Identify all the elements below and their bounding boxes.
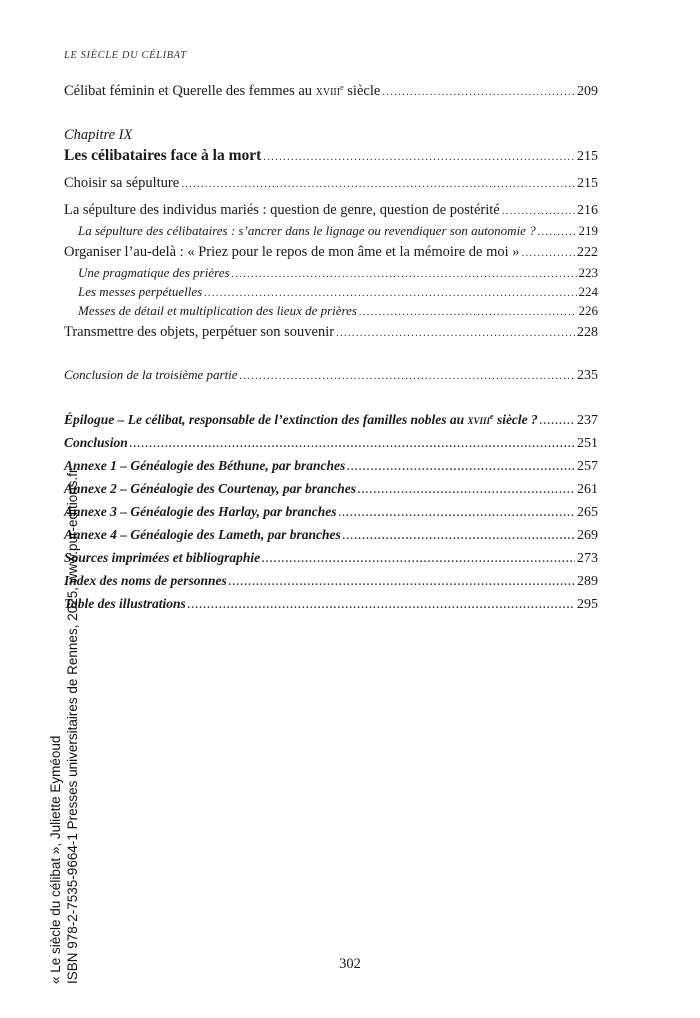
leader-dots (188, 594, 575, 616)
leader-dots (181, 173, 575, 195)
toc-entry-title: Conclusion de la troisième partie (64, 367, 238, 382)
table-of-contents (64, 80, 598, 616)
toc-entry-title: Annexe 4 – Généalogie des Lameth, par branches (64, 527, 341, 542)
toc-page-number: 289 (577, 574, 598, 589)
toc-page-number: 269 (577, 528, 598, 543)
leader-dots (336, 322, 575, 344)
toc-entry-title: Épilogue – Le célibat, responsable de l’extinction des familles nobles au xviii$^e$ siècle ? (64, 412, 538, 427)
toc-entry-title: Sources imprimées et bibliographie (64, 550, 261, 565)
toc-entry (64, 80, 598, 103)
toc-subentry (64, 222, 598, 241)
toc-entry-title: Transmettre des objets, perpétuer son souvenir (64, 324, 335, 340)
toc-entry-annex-1 (64, 455, 598, 478)
leader-dots (359, 303, 577, 321)
leader-dots (522, 242, 575, 264)
toc-page-number: 261 (577, 482, 598, 497)
leader-dots (358, 479, 575, 501)
toc-entry-title: Annexe 3 – Généalogie des Harlay, par branches (64, 504, 337, 519)
toc-entry-title: Index des noms de personnes (64, 573, 227, 588)
toc-entry-title: Messes de détail et multiplication des lieux de prières (78, 303, 357, 318)
side-credit-line-2: ISBN 978-2-7535-9664-1 Presses universitaires de Rennes, 2025, www.pur-editions.fr (65, 468, 80, 984)
toc-entry-annex-2 (64, 478, 598, 501)
toc-entry-annex-3 (64, 501, 598, 524)
leader-dots (339, 502, 576, 524)
toc-page-number: 215 (577, 176, 598, 191)
toc-page-number: 295 (577, 597, 598, 612)
toc-entry-sources (64, 547, 598, 570)
toc-entry (64, 199, 598, 222)
leader-dots (232, 265, 577, 283)
toc-entry-conclusion-part (64, 364, 598, 387)
toc-entry-index (64, 570, 598, 593)
toc-entry-title: Une pragmatique des prières (78, 265, 230, 280)
toc-entry-annex-4 (64, 524, 598, 547)
toc-entry-title: Conclusion (64, 435, 128, 450)
toc-entry-epilogue (64, 409, 598, 432)
toc-entry-title: Organiser l’au-delà : « Priez pour le repos de mon âme et la mémoire de moi » (64, 244, 520, 260)
toc-page-number: 251 (577, 436, 598, 451)
toc-page-number: 223 (578, 265, 598, 280)
toc-entry-title: Annexe 1 – Généalogie des Béthune, par branches (64, 458, 346, 473)
toc-page-number: 222 (577, 245, 598, 260)
toc-entry-title: La sépulture des célibataires : s’ancrer dans le lignage ou revendiquer son autonomie ? (78, 223, 536, 238)
toc-subentry (64, 283, 598, 302)
toc-entry (64, 241, 598, 264)
leader-dots (382, 81, 575, 103)
toc-page-number: 224 (578, 284, 598, 299)
side-credit-line-1: « Le siècle du célibat », Juliette Eyméoud (48, 735, 63, 984)
toc-page-number: 209 (577, 84, 598, 99)
toc-entry-title: Choisir sa sépulture (64, 175, 180, 191)
toc-entry-title: Les messes perpétuelles (78, 284, 203, 299)
toc-page-number: 265 (577, 505, 598, 520)
toc-page-number: 219 (578, 223, 598, 238)
chapter-label: Chapitre IX (64, 127, 133, 143)
toc-page-number: 226 (578, 303, 598, 318)
toc-page-number: 216 (577, 203, 598, 218)
leader-dots (229, 571, 575, 593)
toc-page-number: 215 (577, 149, 598, 164)
toc-entry-title: La sépulture des individus mariés : question de genre, question de postérité (64, 202, 500, 218)
leader-dots (343, 525, 575, 547)
toc-entry (64, 172, 598, 195)
leader-dots (263, 146, 575, 168)
toc-entry-title: Annexe 2 – Généalogie des Courtenay, par branches (64, 481, 357, 496)
toc-entry-title: Table des illustrations (64, 596, 186, 611)
toc-entry-title: Célibat féminin et Querelle des femmes au xviii$^e$ siècle (64, 83, 381, 99)
leader-dots (347, 456, 575, 478)
toc-subentry (64, 302, 598, 321)
leader-dots (130, 433, 575, 455)
toc-page-number: 235 (577, 368, 598, 383)
running-head: LE SIÈCLE DU CÉLIBAT (64, 50, 187, 61)
leader-dots (540, 410, 575, 432)
page-number: 302 (339, 956, 361, 972)
side-credit (47, 468, 81, 984)
toc-entry (64, 321, 598, 344)
toc-subentry (64, 264, 598, 283)
toc-entry-chapter-title (64, 145, 598, 168)
leader-dots (502, 200, 575, 222)
toc-page-number: 257 (577, 459, 598, 474)
toc-entry-title: Les célibataires face à la mort (64, 147, 262, 164)
toc-page-number: 273 (577, 551, 598, 566)
leader-dots (262, 548, 575, 570)
leader-dots (538, 223, 577, 241)
toc-entry-conclusion (64, 432, 598, 455)
leader-dots (204, 284, 576, 302)
toc-page-number: 237 (577, 413, 598, 428)
toc-page-number: 228 (577, 325, 598, 340)
leader-dots (240, 365, 575, 387)
toc-entry-illustrations (64, 593, 598, 616)
